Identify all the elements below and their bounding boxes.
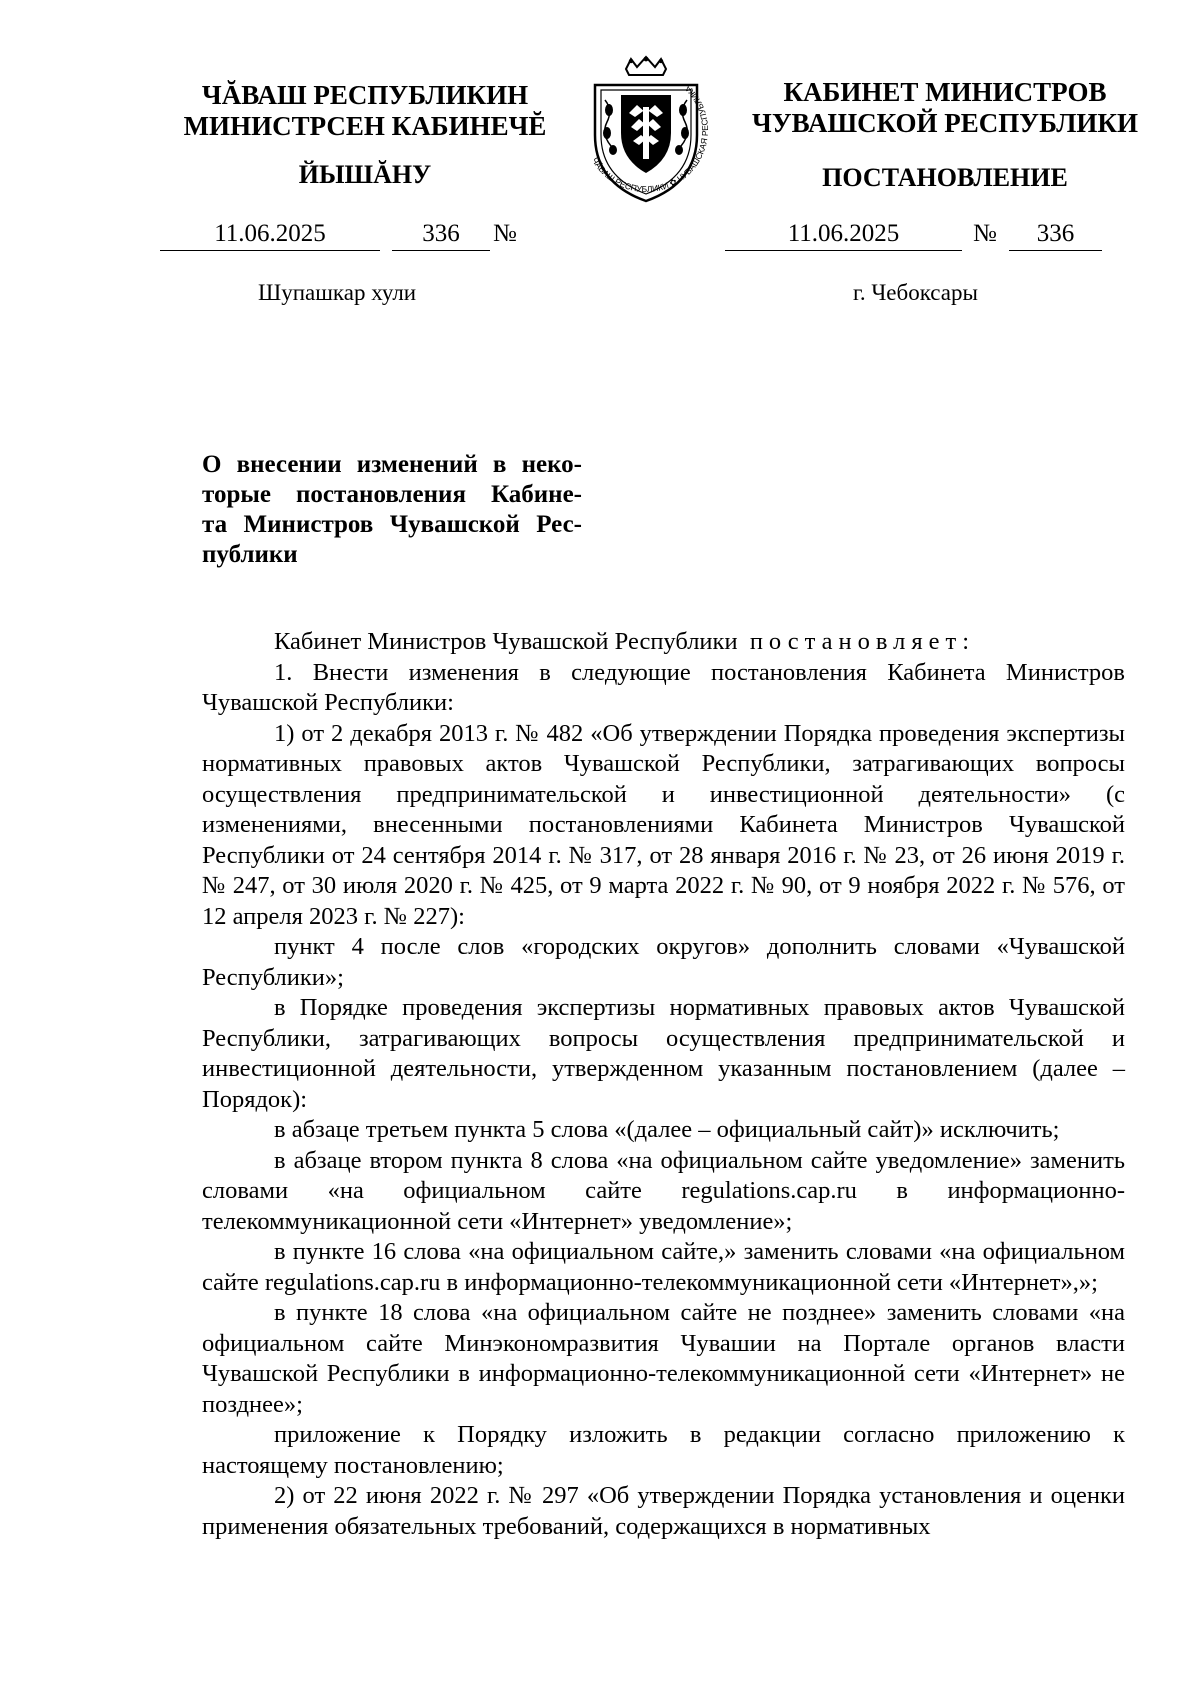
- date-number-left: [160, 220, 570, 250]
- body-paragraph: в абзаце третьем пункта 5 слова «(далее – официальный сайт)» исключить;: [274, 1116, 1060, 1143]
- intro-verb: постановляет:: [749, 628, 976, 655]
- emblem-ring-text: ЧĂВАШ РЕСПУБЛИКИ ✿ ЧУВАШСКАЯ РЕСПУБЛИКА: [589, 83, 711, 195]
- doc-type-left: ЙЫШĂНУ: [298, 160, 432, 189]
- date-right: 11.06.2025: [725, 220, 962, 251]
- number-right: 336: [1009, 220, 1102, 251]
- intro-lead: Кабинет Министров Чувашской Республики: [274, 628, 738, 655]
- title-line: О внесении изменений в неко-: [202, 451, 582, 478]
- title-line: та Министров Чувашской Рес-: [202, 511, 582, 538]
- coat-of-arms-icon: [571, 55, 721, 205]
- intro-paragraph: [202, 627, 1125, 658]
- body-paragraph: пункт 4 после слов «городских округов» дополнить словами «Чувашской Республики»;: [202, 933, 1125, 991]
- number-sign-right: №: [973, 220, 997, 247]
- place-left: Шупашкар хули: [258, 280, 417, 305]
- doc-type-right: ПОСТАНОВЛЕНИЕ: [822, 163, 1068, 192]
- document-title: [202, 450, 582, 570]
- body-paragraph: в абзаце втором пункта 8 слова «на официальном сайте уведомление» заменить словами «на официальном сайте regulations.cap.ru в информационно-телекоммуникационной сети «Интернет» уведомление»;: [202, 1146, 1125, 1235]
- title-line: публики: [202, 541, 298, 568]
- date-number-right: [725, 220, 1165, 250]
- number-sign-left: №: [493, 220, 517, 247]
- body-paragraph: 2) от 22 июня 2022 г. № 297 «Об утверждении Порядка установления и оценки применения обязательных требований, содержащихся в нормативных: [202, 1482, 1125, 1540]
- header-right-line1: КАБИНЕТ МИНИСТРОВ: [783, 77, 1107, 107]
- body-paragraph: в пункте 18 слова «на официальном сайте не позднее» заменить словами «на официальном сайте Минэкономразвития Чувашии на Портале органов власти Чувашской Республики в информационно-телекоммуникационной сети «Интернет» не позднее»;: [202, 1299, 1125, 1418]
- date-left: 11.06.2025: [160, 220, 380, 251]
- body-paragraph: 1) от 2 декабря 2013 г. № 482 «Об утверждении Порядка проведения экспертизы нормативных правовых актов Чувашской Республики, затрагивающих вопросы осуществления предпринимательской и инвестиционной деятельности» (с изменениями, внесенными постановлениями Кабинета Министров Чувашской Республики от 24 сентября 2014 г. № 317, от 28 января 2016 г. № 23, от 26 июня 2019 г. № 247, от 30 июля 2020 г. № 425, от 9 марта 2022 г. № 90, от 9 ноября 2022 г. № 576, от 12 апреля 2023 г. № 227):: [202, 719, 1125, 930]
- body-paragraph: 1. Внести изменения в следующие постановления Кабинета Министров Чувашской Республики:: [202, 658, 1125, 716]
- header-left-line2: МИНИСТРСЕН КАБИНЕЧĔ: [183, 111, 547, 141]
- place-right: г. Чебоксары: [853, 280, 978, 305]
- number-left: 336: [392, 220, 490, 251]
- document-body: [202, 627, 1125, 1542]
- header-left: [160, 80, 570, 142]
- header-right: [725, 77, 1165, 139]
- body-paragraph: в Порядке проведения экспертизы нормативных правовых актов Чувашской Республики, затрагивающих вопросы осуществления предпринимательской и инвестиционной деятельности, утвержденном указанным постановлением (далее – Порядок):: [202, 994, 1125, 1113]
- title-line: торые постановления Кабине-: [202, 481, 582, 508]
- body-paragraph: приложение к Порядку изложить в редакции согласно приложению к настоящему постановлению;: [202, 1421, 1125, 1479]
- header-right-line2: ЧУВАШСКОЙ РЕСПУБЛИКИ: [752, 108, 1138, 138]
- body-paragraph: в пункте 16 слова «на официальном сайте,» заменить словами «на официальном сайте regulations.cap.ru в информационно-телекоммуникационной сети «Интернет»,»;: [202, 1238, 1125, 1296]
- header-left-line1: ЧĂВАШ РЕСПУБЛИКИН: [201, 80, 529, 110]
- crown-icon: [626, 57, 666, 75]
